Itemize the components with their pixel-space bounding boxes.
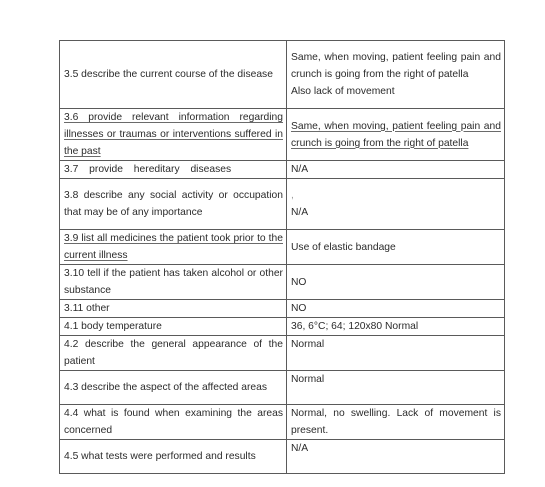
answer-text: Normal bbox=[291, 374, 325, 385]
answer-cell bbox=[287, 405, 505, 440]
question-cell bbox=[60, 230, 287, 265]
answer-text: Same, when moving, patient feeling pain and crunch is going from the right of patella bbox=[291, 120, 501, 149]
answer-text: NO bbox=[291, 303, 307, 314]
answer-cell bbox=[287, 109, 505, 161]
question-text: 4.4 what is found when examining the areas concerned bbox=[64, 408, 283, 436]
question-cell bbox=[60, 179, 287, 230]
question-cell bbox=[60, 318, 287, 336]
question-cell bbox=[60, 336, 287, 371]
question-text: 3.9 list all medicines the patient took prior to the current illness bbox=[64, 233, 283, 261]
table-row bbox=[60, 179, 505, 230]
answer-cell bbox=[287, 318, 505, 336]
question-text: 3.6 provide relevant information regarding illnesses or traumas or interventions suffered in the past bbox=[64, 112, 283, 157]
question-cell bbox=[60, 405, 287, 440]
table-row bbox=[60, 405, 505, 440]
question-cell bbox=[60, 109, 287, 161]
question-text: 3.8 describe any social activity or occupation that may be of any importance bbox=[64, 190, 283, 218]
table-row bbox=[60, 265, 505, 300]
question-cell bbox=[60, 300, 287, 318]
question-cell bbox=[60, 161, 287, 179]
answer-text: Use of elastic bandage bbox=[291, 241, 396, 253]
answer-text: N/A bbox=[291, 164, 309, 175]
table-row bbox=[60, 318, 505, 336]
table-row bbox=[60, 371, 505, 405]
question-cell bbox=[60, 41, 287, 109]
table-row bbox=[60, 41, 505, 109]
answer-mark: , bbox=[291, 190, 294, 201]
answer-text: Same, when moving, patient feeling pain and crunch is going from the right of patella bbox=[291, 52, 501, 80]
table-row bbox=[60, 300, 505, 318]
answer-cell bbox=[287, 440, 505, 474]
answer-text: N/A bbox=[291, 207, 309, 218]
table-row bbox=[60, 109, 505, 161]
answer-text: N/A bbox=[291, 443, 309, 454]
answer-cell bbox=[287, 161, 505, 179]
question-text: 4.1 body temperature bbox=[64, 321, 162, 332]
answer-cell bbox=[287, 230, 505, 265]
answer-text: 36, 6°C; 64; 120x80 Normal bbox=[291, 321, 419, 332]
table-row bbox=[60, 336, 505, 371]
question-cell bbox=[60, 371, 287, 405]
answer-cell bbox=[287, 265, 505, 300]
question-cell bbox=[60, 440, 287, 474]
table-row bbox=[60, 161, 505, 179]
question-text: 3.5 describe the current course of the disease bbox=[64, 69, 273, 80]
question-text: 3.7 provide hereditary diseases bbox=[64, 164, 232, 175]
question-text: 4.5 what tests were performed and results bbox=[64, 451, 256, 462]
answer-cell bbox=[287, 179, 505, 230]
answer-cell bbox=[287, 336, 505, 371]
question-text: 4.2 describe the general appearance of the patient bbox=[64, 339, 283, 367]
medical-history-table bbox=[59, 40, 505, 474]
question-text: 3.11 other bbox=[64, 303, 110, 314]
answer-cell bbox=[287, 41, 505, 109]
answer-cell bbox=[287, 371, 505, 405]
answer-cell bbox=[287, 300, 505, 318]
answer-text: Normal, no swelling. Lack of movement is present. bbox=[291, 408, 501, 436]
answer-text: NO bbox=[291, 276, 307, 288]
question-text: 4.3 describe the aspect of the affected areas bbox=[64, 382, 268, 393]
table-row bbox=[60, 440, 505, 474]
question-text: 3.10 tell if the patient has taken alcohol or other substance bbox=[64, 268, 283, 296]
answer-text: Normal bbox=[291, 339, 325, 350]
answer-text: Also lack of movement bbox=[291, 86, 395, 97]
question-cell bbox=[60, 265, 287, 300]
table-row bbox=[60, 230, 505, 265]
